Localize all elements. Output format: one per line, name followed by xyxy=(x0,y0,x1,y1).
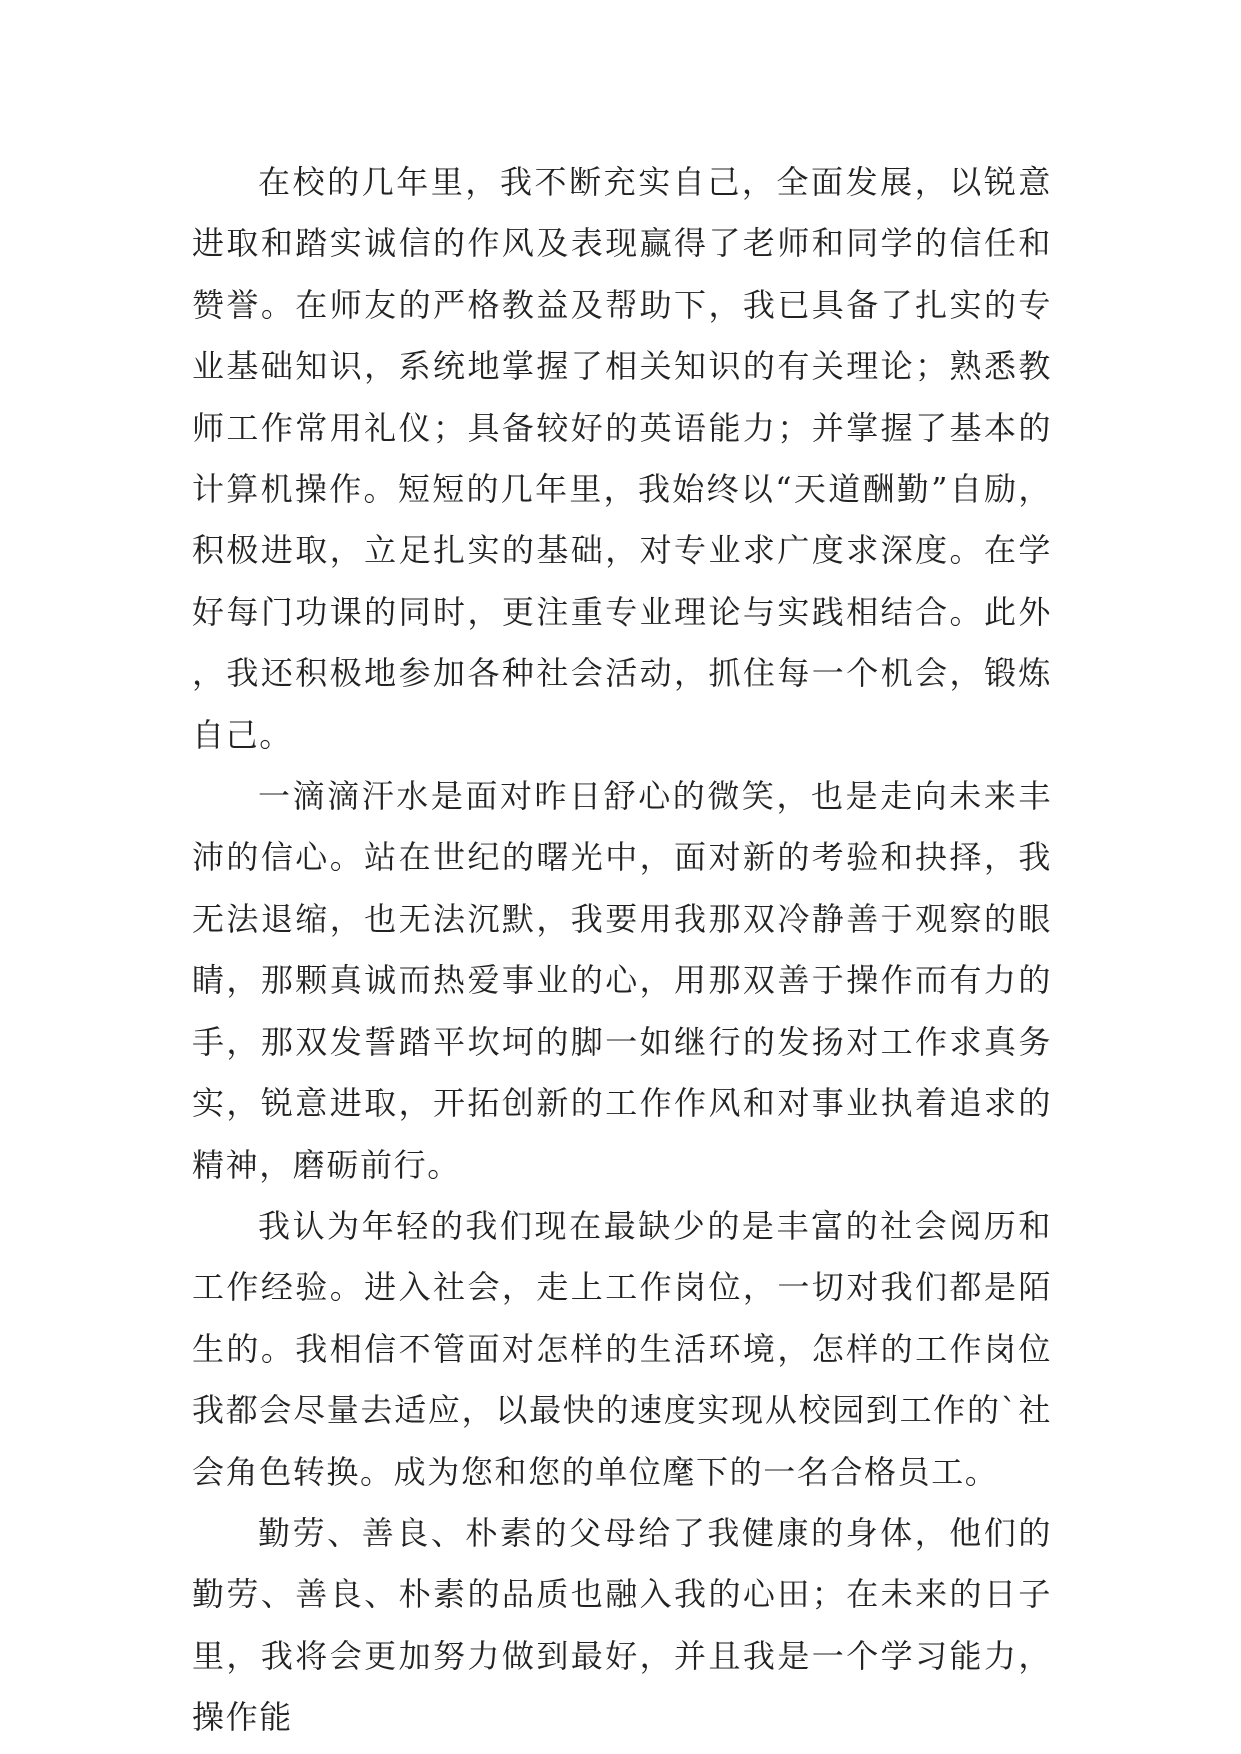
paragraph: 勤劳、善良、朴素的父母给了我健康的身体，他们的勤劳、善良、朴素的品质也融入我的心田；在未来的日子里，我将会更加努力做到最好，并且我是一个学习能力，操作能 xyxy=(192,1513,1052,1737)
paragraph: 一滴滴汗水是面对昨日舒心的微笑，也是走向未来丰沛的信心。站在世纪的曙光中，面对新的考验和抉择，我无法退缩，也无法沉默，我要用我那双冷静善于观察的眼睛，那颗真诚而热爱事业的心，用那双善于操作而有力的手，那双发誓踏平坎坷的脚一如继行的发扬对工作求真务实，锐意进取，开拓创新的工作作风和对事业执着追求的精神，磨砺前行。 xyxy=(192,777,1052,1184)
document-body xyxy=(192,152,1052,1749)
paragraph: 我认为年轻的我们现在最缺少的是丰富的社会阅历和工作经验。进入社会，走上工作岗位，一切对我们都是陌生的。我相信不管面对怎样的生活环境，怎样的工作岗位我都会尽量去适应，以最快的速度实现从校园到工作的`社会角色转换。成为您和您的单位麾下的一名合格员工。 xyxy=(192,1206,1052,1491)
paragraph: 在校的几年里，我不断充实自己，全面发展，以锐意进取和踏实诚信的作风及表现赢得了老师和同学的信任和赞誉。在师友的严格教益及帮助下，我已具备了扎实的专业基础知识，系统地掌握了相关知识的有关理论；熟悉教师工作常用礼仪；具备较好的英语能力；并掌握了基本的计算机操作。短短的几年里，我始终以“天道酬勤”自励，积极进取，立足扎实的基础，对专业求广度求深度。在学好每门功课的同时，更注重专业理论与实践相结合。此外，我还积极地参加各种社会活动，抓住每一个机会，锻炼自己。 xyxy=(192,163,1052,754)
